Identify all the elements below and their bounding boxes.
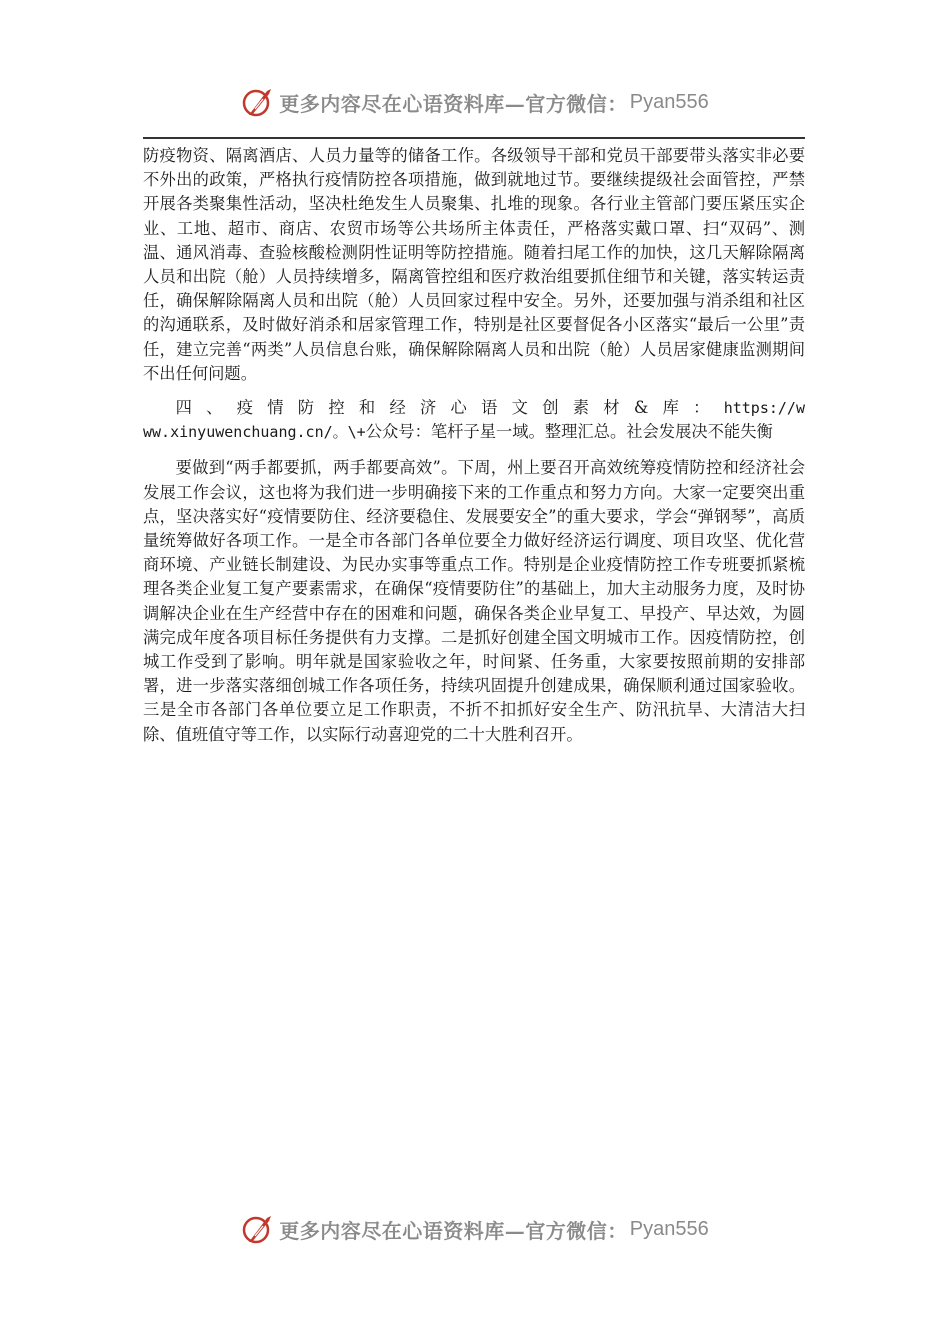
- section-heading-rest: 公众号：笔杆子星一域。整理汇总。社会发展决不能失衡: [365, 422, 773, 442]
- section-heading-label: 四、疫情防控和经济心语文创素材&库：: [175, 398, 724, 418]
- paragraph-body: 要做到“两手都要抓，两手都要高效”。下周，州上要召开高效统筹疫情防控和经济社会发展工作会议，这也将为我们进一步明确接下来的工作重点和努力方向。大家一定要突出重点，坚决落实好“疫情要防住、经济要稳住、发展要安全”的重大要求，学会“弹钢琴”，高质量统筹做好各项工作。一是全市各部门各单位要全力做好经济运行调度、项目攻坚、优化营商环境、产业链长制建设、为民办实事等重点工作。特别是企业疫情防控工作专班要抓紧梳理各类企业复工复产要素需求，在确保“疫情要防住”的基础上，加大主动服务力度，及时协调解决企业在生产经营中存在的困难和问题，确保各类企业早复工、早投产、早达效，为圆满完成年度各项目标任务提供有力支撑。二是抓好创建全国文明城市工作。因疫情防控，创城工作受到了影响。明年就是国家验收之年，时间紧、任务重，大家要按照前期的安排部署，进一步落实落细创城工作各项任务，持续巩固提升创建成果，确保顺利通过国家验收。三是全市各部门各单位要立足工作职责，不折不扣抓好安全生产、防汛抗旱、大清洁大扫除、值班值守等工作，以实际行动喜迎党的二十大胜利召开。: [143, 458, 805, 744]
- footer-wechat-id: Pyan556: [629, 1217, 709, 1240]
- document-body: [143, 144, 805, 747]
- footer-slogan: 更多内容尽在心语资料库—官方微信：: [279, 1218, 628, 1243]
- quill-logo-icon: [241, 85, 275, 119]
- header-banner: [0, 80, 950, 124]
- header-wechat-id: Pyan556: [629, 90, 709, 113]
- section-heading-url: https://www.xinyuwenchuang.cn/。\+: [143, 399, 805, 442]
- quill-logo-icon: [241, 1212, 275, 1246]
- header-divider: [143, 137, 805, 139]
- header-slogan: 更多内容尽在心语资料库—官方微信：: [279, 91, 628, 116]
- paragraph-continued: 防疫物资、隔离酒店、人员力量等的储备工作。各级领导干部和党员干部要带头落实非必要不外出的政策，严格执行疫情防控各项措施，做到就地过节。要继续提级社会面管控，严禁开展各类聚集性活动，坚决杜绝发生人员聚集、扎堆的现象。各行业主管部门要压紧压实企业、工地、超市、商店、农贸市场等公共场所主体责任，严格落实戴口罩、扫“双码”、测温、通风消毒、查验核酸检测阴性证明等防控措施。随着扫尾工作的加快，这几天解除隔离人员和出院（舱）人员持续增多，隔离管控组和医疗救治组要抓住细节和关键，落实转运责任，确保解除隔离人员和出院（舱）人员回家过程中安全。另外，还要加强与消杀组和社区的沟通联系，及时做好消杀和居家管理工作，特别是社区要督促各小区落实“最后一公里”责任，建立完善“两类”人员信息台账，确保解除隔离人员和出院（舱）人员居家健康监测期间不出任何问题。: [143, 146, 805, 383]
- footer-banner: [0, 1207, 950, 1251]
- section-heading: [143, 396, 805, 444]
